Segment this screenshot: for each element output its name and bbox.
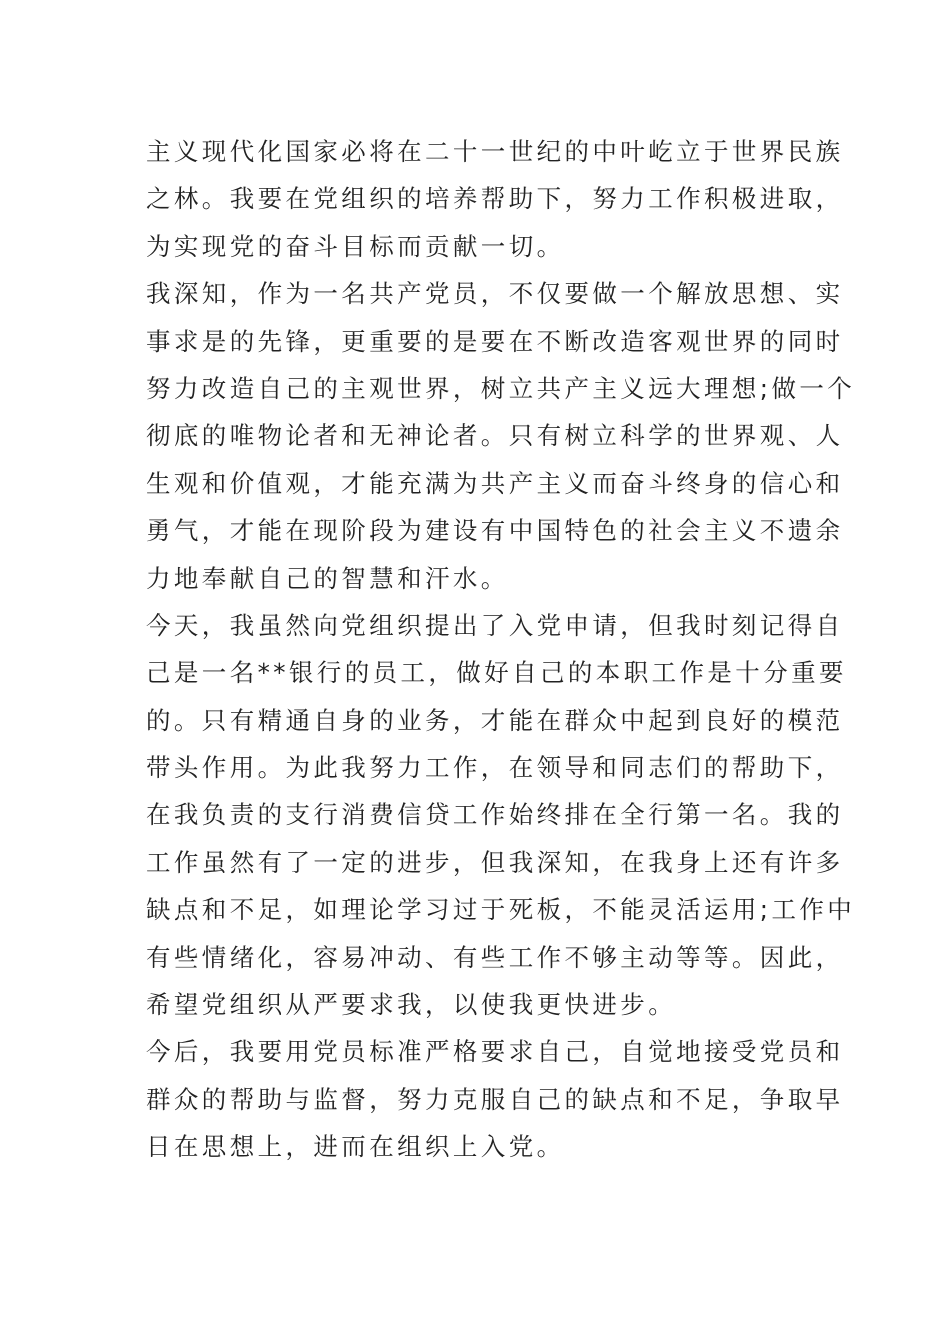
text-line: 今天，我虽然向党组织提出了入党申请，但我时刻记得自 (146, 610, 844, 640)
text-line: 的。只有精通自身的业务，才能在群众中起到良好的模范 (146, 705, 844, 735)
text-line: 在我负责的支行消费信贷工作始终排在全行第一名。我的 (146, 800, 844, 830)
text-line: 努力改造自己的主观世界，树立共产主义远大理想;做一个 (146, 373, 856, 403)
text-line: 为实现党的奋斗目标而贡献一切。 (146, 231, 565, 261)
text-line: 今后，我要用党员标准严格要求自己，自觉地接受党员和 (146, 1037, 844, 1067)
text-line: 我深知，作为一名共产党员，不仅要做一个解放思想、实 (146, 279, 844, 309)
text-line: 日在思想上，进而在组织上入党。 (146, 1132, 565, 1162)
text-line: 希望党组织从严要求我，以使我更快进步。 (146, 990, 677, 1020)
paragraph-3 (146, 602, 856, 1029)
text-line: 带头作用。为此我努力工作，在领导和同志们的帮助下， (146, 753, 844, 783)
text-line: 主义现代化国家必将在二十一世纪的中叶屹立于世界民族 (146, 137, 844, 166)
text-line: 事求是的先锋，更重要的是要在不断改造客观世界的同时 (146, 326, 844, 356)
text-line: 力地奉献自己的智慧和汗水。 (146, 563, 509, 593)
text-line: 群众的帮助与监督，努力克服自己的缺点和不足，争取早 (146, 1084, 844, 1114)
text-line: 有些情绪化，容易冲动、有些工作不够主动等等。因此， (146, 942, 844, 972)
text-line: 生观和价值观，才能充满为共产主义而奋斗终身的信心和 (146, 468, 844, 498)
document-body (146, 128, 856, 1171)
paragraph-2 (146, 270, 856, 602)
text-line: 己是一名**银行的员工，做好自己的本职工作是十分重要 (146, 658, 847, 688)
paragraph-1 (146, 128, 844, 270)
paragraph-4 (146, 1028, 844, 1170)
text-line: 彻底的唯物论者和无神论者。只有树立科学的世界观、人 (146, 421, 844, 451)
text-line: 工作虽然有了一定的进步，但我深知，在我身上还有许多 (146, 847, 844, 877)
text-line: 缺点和不足，如理论学习过于死板，不能灵活运用;工作中 (146, 895, 856, 925)
text-line: 之林。我要在党组织的培养帮助下，努力工作积极进取， (146, 184, 844, 214)
text-line: 勇气，才能在现阶段为建设有中国特色的社会主义不遗余 (146, 516, 844, 546)
